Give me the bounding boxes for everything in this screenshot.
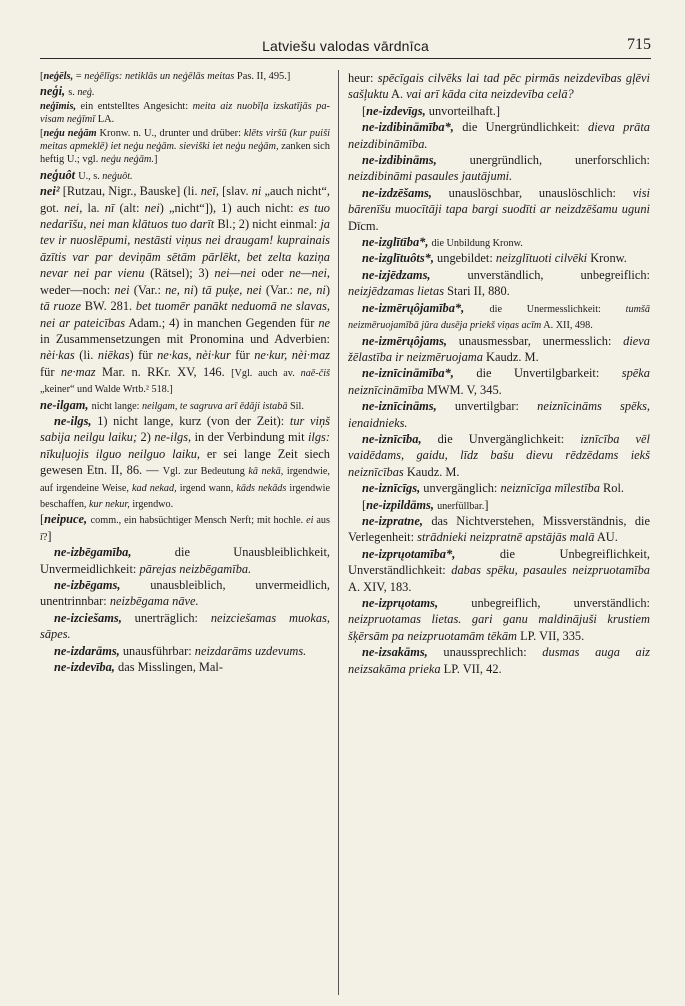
dictionary-entry: ne-ilgs, 1) nicht lange, kurz (von der Zeit): tur viņš sabija neilgu laiku; 2) ne-ilgs, in der Verbindung mit ilgs: nīkuļuojis ilguo neilguo laiku, er sei lange Zeit siech gewesen Etn. II, 86. — Vgl. zur Bedeutung kā nekā, irgendwie, auf irgendeine Weise, kad nekad, irgend wann, kāds nekāds irgendwie beschaffen, kur nekur, irgendwo. (40, 413, 330, 510)
left-column (40, 70, 330, 992)
dictionary-entry: ne-izpratne, das Nichtverstehen, Missverständnis, die Verlegenheit: strādnieki neizpratnē apstājās malā AU. (348, 513, 650, 545)
dictionary-entry: [neģēls, = neģēlīgs: netiklās un neģēlās meitas Pas. II, 495.] (40, 71, 291, 82)
dictionary-entry: ne-izprųotamība*, die Unbegreiflichkeit, Unverständlichkeit: dabas spēku, pasaules neizpruotamība A. XIV, 183. (348, 546, 650, 594)
dictionary-entry: ne-iznīcīgs, unvergänglich: neiznīcīga mīlestība Rol. (362, 481, 625, 496)
dictionary-entry: nei² [Rutzau, Nigr., Bauske] (li. neī, [slav. ni „auch nicht“, got. nei, la. nī (alt: nei) „nicht“]), 1) auch nicht: es tuo nedarīšu, nei man klātuos tuo darīt Bl.; 2) nicht einmal: ja tev ir nuoslēpumi, nestāsti viņus nei draugam! kuprainais āzītis var par deviņām sētām pārlēkt, bet zelta kaziņa nevar nei par vienu (Rätsel); 3) nei—nei oder ne—nei, weder—noch: nei (Var.: ne, ni) tā puķe, nei (Var.: ne, ni) tā ruoze BW. 281. bet tuomēr panākt neduomā ne slavas, nei ar pateicības Adam.; 4) in manchen Gegenden für ne in Zusammensetzungen mit Pronomina und Adverbien: nèi·kas (li. niēkas) für ne·kas, nèi·kur für ne·kur, nèi·maz für ne·maz Mar. n. RKr. XV, 146. [Vgl. auch av. naē-čiš „keiner“ und Walde Wrtb.² 518.] (40, 184, 330, 396)
dictionary-entry: ne-iznīcināmība*, die Unvertilgbarkeit: spēka neiznīcināmība MWM. V, 345. (348, 366, 650, 397)
dictionary-entry: ne-izglītuôts*, ungebildet: neizglītuoti cilvēki Kronw. (362, 251, 627, 266)
dictionary-entry: ne-iznīcināms, unvertilgbar: neiznīcināms spēks, ienaidnieks. (348, 399, 650, 430)
dictionary-entry: ne-izciešams, unerträglich: neizciešamas muokas, sāpes. (40, 610, 330, 642)
dictionary-entry: ne-izbēgams, unausbleiblich, unvermeidlich, unentrinnbar: neizbēgama nāve. (40, 578, 330, 609)
dictionary-entry: ne-izdibināms, unergründlich, unerforschlich: neizdibināmi pasaules jautājumi. (348, 153, 650, 184)
dictionary-entry: ne-izprųotams, unbegreiflich, unverständlich: neizpruotamas lietas. gari ganu maldinājuši krustiem šķērsām pa neizpruotamām tēkām LP. VII, 335. (348, 596, 650, 643)
page-number: 715 (627, 36, 651, 53)
dictionary-entry: ne-ilgam, nicht lange: neilgam, te sagruva arī ēdāji istabā Sil. (40, 397, 304, 412)
dictionary-entry: ne-izmērųôjams, unausmessbar, unermesslich: dieva žēlastība ir neizmēruojama Kaudz. M. (348, 333, 650, 364)
dictionary-entry: neģi, s. neģ. (40, 84, 95, 99)
dictionary-entry: ne-izdevība, das Misslingen, Mal- (54, 660, 223, 675)
dictionary-entry: ne-izdibināmība*, die Unergründlichkeit: dieva prāta neizdibināmība. (348, 120, 650, 151)
dictionary-entry: [neģu neģām Kronw. n. U., drunter und drüber: klēts viršū (kur puiši meitas apmeklē) iet neģu neģām. sieviški iet neģu neģām, zanken sich heftig U.; vgl. neģu neģām.] (40, 127, 330, 166)
right-column (348, 70, 650, 992)
dictionary-entry: ne-izmērųôjamība*, die Unermesslichkeit: tumšā neizmēruojamībā jūra dusēja priekš viņas acīm A. XII, 498. (348, 300, 650, 332)
dictionary-entry: ne-izdzēšams, unauslöschbar, unauslöschlich: visi bārenīšu muocītāji tapa bargi suodīti ar neizdzēšamu uguni Dīcm. (348, 185, 650, 233)
column-divider (338, 70, 339, 995)
dictionary-entry: ne-izjēdzams, unverständlich, unbegreiflich: neizjēdzamas lietas Stari II, 880. (348, 267, 650, 299)
dictionary-entry: heur: spēcīgais cilvēks lai tad pēc pirmās neizdevības gļēvi sašļuktu A. vai arī kāda cita neizdevība celā? (348, 71, 650, 102)
dictionary-entry: ne-izsakāms, unaussprechlich: dusmas auga aiz neizsakāma prieka LP. VII, 42. (348, 645, 650, 676)
dictionary-entry: ne-iznīcība, die Unvergänglichkeit: iznīcība vēl vaidēdams, gaidu, līdz bašu dievu rēdzēdams iekš neiznīcības Kaudz. M. (348, 431, 650, 479)
running-title: Latviešu valodas vārdnīca (262, 38, 429, 54)
dictionary-entry: [ne-izdevīgs, unvorteilhaft.] (362, 103, 501, 118)
dictionary-entry: [neipuce, comm., ein habsüchtiger Mensch Nerft; mit hochle. ei aus ī?] (40, 512, 330, 543)
dictionary-entry: neģuôt U., s. neģuôt. (40, 167, 133, 182)
dictionary-entry: neģīmis, ein entstelltes Angesicht: meita aiz nuobīļa izskatījās pa-visam neģīmī LA. (40, 100, 330, 126)
page-header (40, 36, 651, 59)
dictionary-entry: ne-izdarāms, unausführbar: neizdarāms uzdevums. (54, 643, 307, 658)
dictionary-entry: ne-izglītība*, die Unbildung Kronw. (362, 235, 523, 250)
dictionary-entry: [ne-izpildāms, unerfüllbar.] (362, 497, 489, 512)
dictionary-entry: ne-izbēgamība, die Unausbleiblichkeit, Unvermeidlichkeit: pārejas neizbēgamība. (40, 545, 330, 576)
